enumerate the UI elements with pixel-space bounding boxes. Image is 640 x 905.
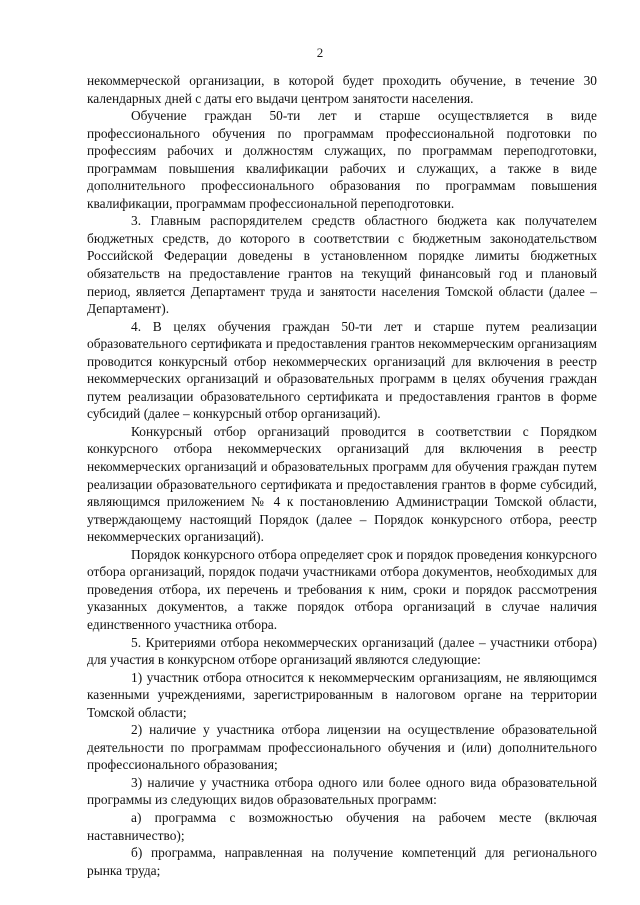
paragraph-selection-procedure: Конкурсный отбор организаций проводится в соответствии с Порядком конкурсного отбора некоммерческих организаций для включения в реестр некоммерческих организаций и образовательных программ для обучения граждан путем реализации образовательного сертификата и предоставления грантов в форме субсидий, являющимся приложением № 4 к постановлению Администрации Томской области, утверждающему настоящий Порядок (далее – Порядок конкурсного отбора, реестр некоммерческих организаций).: [87, 423, 597, 545]
document-body: [87, 72, 597, 879]
criterion-3b: б) программа, направленная на получение компетенций для регионального рынка труда;: [87, 845, 597, 878]
criterion-3: 3) наличие у участника отбора одного или более одного вида образовательной программы из следующих видов образовательных программ:: [87, 774, 597, 808]
paragraph-item-3: 3. Главным распорядителем средств областного бюджета как получателем бюджетных средств, до которого в соответствии с бюджетным законодательством Российской Федерации доведены в установленном порядке лимиты бюджетных обязательств на предоставление грантов на текущий финансовый год и плановый период, является Департамент труда и занятости населения Томской области (далее – Департамент).: [87, 213, 597, 317]
criterion-2: 2) наличие у участника отбора лицензии на осуществление образовательной деятельности по программам профессионального обучения и (или) дополнительного профессионального образования;: [87, 722, 597, 773]
paragraph-continuation: некоммерческой организации, в которой будет проходить обучение, в течение 30 календарных дней с даты его выдачи центром занятости населения.: [87, 73, 597, 106]
paragraph-item-4: 4. В целях обучения граждан 50-ти лет и старше путем реализации образовательного сертификата и предоставления грантов некоммерческим организациям проводится конкурсный отбор некоммерческих организаций для включения в реестр некоммерческих организаций и образовательных программ в целях обучения граждан путем реализации образовательного сертификата и предоставления грантов в форме субсидий (далее – конкурсный отбор организаций).: [87, 318, 597, 422]
paragraph-training-forms: Обучение граждан 50-ти лет и старше осуществляется в виде профессионального обучения по программам профессиональной подготовки по профессиям рабочих и должностям служащих, по программам переподготовки, программам повышения квалификации рабочих и служащих, а также в виде дополнительного профессионального образования по программам повышения квалификации, программам профессиональной переподготовки.: [87, 108, 597, 211]
criterion-3a: а) программа с возможностью обучения на рабочем месте (включая наставничество);: [87, 809, 597, 843]
paragraph-selection-terms: Порядок конкурсного отбора определяет срок и порядок проведения конкурсного отбора организаций, порядок подачи участниками отбора документов, необходимых для проведения отбора, их перечень и требования к ним, сроки и порядок рассмотрения указанных документов, а также порядок отбора организаций в случае наличия единственного участника отбора.: [87, 546, 597, 632]
criterion-1: 1) участник отбора относится к некоммерческим организациям, не являющимся казенными учреждениями, зарегистрированным в налоговом органе на территории Томской области;: [87, 669, 597, 720]
paragraph-item-5: 5. Критериями отбора некоммерческих организаций (далее – участники отбора) для участия в конкурсном отборе организаций являются следующие:: [87, 634, 597, 668]
page-number: 2: [316, 45, 324, 60]
